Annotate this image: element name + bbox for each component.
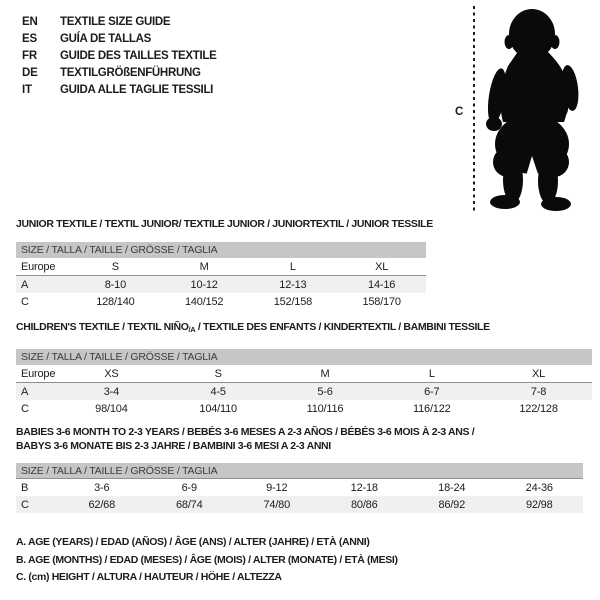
legend-line: B. AGE (MONTHS) / EDAD (MESES) / ÂGE (MOIS) / ALTER (MONATE) / ETÀ (MESI) xyxy=(16,553,398,566)
size-value: 5-6 xyxy=(317,385,333,398)
language-title: GUÍA DE TALLAS xyxy=(60,32,151,45)
language-code: EN xyxy=(22,15,38,28)
legend-line: C. (cm) HEIGHT / ALTURA / HAUTEUR / HÖHE / ALTEZZA xyxy=(16,571,282,583)
legend-line: A. AGE (YEARS) / EDAD (AÑOS) / ÂGE (ANS) / ALTER (JAHRE) / ETÀ (ANNI) xyxy=(16,536,370,548)
size-value: 3-4 xyxy=(103,385,120,398)
size-value: M xyxy=(199,260,209,273)
size-value: XL xyxy=(375,260,389,273)
size-value: 18-24 xyxy=(438,481,466,494)
size-value: XS xyxy=(104,367,119,380)
table-title-text: BABYS 3-6 MONATE BIS 2-3 JAHRE / BAMBINI 3-6 MESI A 2-3 ANNI xyxy=(16,440,331,452)
size-header-bar xyxy=(16,463,583,479)
size-table xyxy=(16,217,433,310)
size-value: 3-6 xyxy=(94,481,110,494)
row-label: B xyxy=(21,481,29,494)
size-value: 6-9 xyxy=(181,481,197,494)
size-value: 6-7 xyxy=(424,385,440,398)
language-row xyxy=(22,47,217,64)
language-title-list xyxy=(22,13,217,98)
table-title xyxy=(16,425,583,439)
table-row xyxy=(16,276,426,293)
height-measure-label: C xyxy=(455,106,464,118)
size-value: 80/86 xyxy=(350,498,378,511)
row-label: A xyxy=(21,385,29,398)
size-value: 12-18 xyxy=(350,481,378,494)
size-value: 152/158 xyxy=(273,295,313,308)
language-row xyxy=(22,30,217,47)
size-value: 74/80 xyxy=(263,498,291,511)
size-value: 92/98 xyxy=(525,498,553,511)
table-title xyxy=(16,439,583,453)
language-row xyxy=(22,64,217,81)
table-row xyxy=(16,400,592,417)
size-value: M xyxy=(320,367,330,380)
table-title-text: JUNIOR TEXTILE / TEXTIL JUNIOR/ TEXTILE JUNIOR / JUNIORTEXTIL / JUNIOR TESSILE xyxy=(16,218,433,230)
size-value: 128/140 xyxy=(96,295,135,308)
table-title-subscript: /A xyxy=(188,325,196,334)
language-code: DE xyxy=(22,66,38,79)
size-value: 14-16 xyxy=(368,278,396,291)
language-row xyxy=(22,81,217,98)
table-row xyxy=(16,365,592,383)
language-title: TEXTILGRÖßENFÜHRUNG xyxy=(60,66,201,79)
table-title xyxy=(16,320,592,337)
size-value: 104/110 xyxy=(199,402,237,415)
size-value: 68/74 xyxy=(175,498,203,511)
size-value: 10-12 xyxy=(190,278,218,291)
size-value: L xyxy=(428,367,435,380)
table-title xyxy=(16,217,433,231)
size-value: 7-8 xyxy=(530,385,547,398)
size-value: 62/68 xyxy=(88,498,116,511)
language-code: IT xyxy=(22,83,32,96)
size-table xyxy=(16,425,583,513)
size-table xyxy=(16,320,592,417)
row-label: C xyxy=(21,402,29,415)
table-title-text: / TEXTILE DES ENFANTS / KINDERTEXTIL / BAMBINI TESSILE xyxy=(195,321,490,333)
size-value: L xyxy=(289,260,296,273)
table-row xyxy=(16,479,583,496)
table-title-text: CHILDREN'S TEXTILE / TEXTIL NIÑO xyxy=(16,321,189,333)
size-value: 9-12 xyxy=(266,481,288,494)
language-row xyxy=(22,13,217,30)
size-value: XL xyxy=(532,367,546,380)
size-value: 158/170 xyxy=(362,295,401,308)
size-value: 140/152 xyxy=(184,295,224,308)
legend xyxy=(16,534,398,587)
row-label: C xyxy=(21,498,29,511)
size-value: 110/116 xyxy=(306,402,344,415)
table-title-text: BABIES 3-6 MONTH TO 2-3 YEARS / BEBÉS 3-6 MESES A 2-3 AÑOS / BÉBÉS 3-6 MOIS À 2-3 ANS / xyxy=(16,426,475,438)
size-value: 86/92 xyxy=(438,498,466,511)
size-header-bar xyxy=(16,349,592,365)
size-value: S xyxy=(214,367,222,380)
table-row xyxy=(16,258,426,276)
row-label: Europe xyxy=(21,260,56,273)
size-value: S xyxy=(111,260,119,273)
size-value: 12-13 xyxy=(279,278,307,291)
row-label: A xyxy=(21,278,29,291)
language-code: ES xyxy=(22,32,37,45)
size-value: 24-36 xyxy=(525,481,553,494)
size-value: 116/122 xyxy=(413,402,451,415)
size-value: 98/104 xyxy=(95,402,128,415)
table-row xyxy=(16,496,583,513)
language-title: GUIDE DES TAILLES TEXTILE xyxy=(60,49,217,62)
table-row xyxy=(16,383,592,400)
row-label: Europe xyxy=(21,367,56,380)
height-measure-dashed-line xyxy=(473,6,475,214)
size-value: 122/128 xyxy=(519,402,558,415)
size-value: 8-10 xyxy=(104,278,126,291)
language-title: TEXTILE SIZE GUIDE xyxy=(60,15,171,28)
size-header-label: SIZE / TALLA / TAILLE / GRÖSSE / TAGLIA xyxy=(21,244,218,256)
language-code: FR xyxy=(22,49,37,62)
row-label: C xyxy=(21,295,29,308)
size-header-label: SIZE / TALLA / TAILLE / GRÖSSE / TAGLIA xyxy=(21,464,218,477)
size-header-bar xyxy=(16,242,426,258)
size-header-label: SIZE / TALLA / TAILLE / GRÖSSE / TAGLIA xyxy=(21,351,218,363)
table-row xyxy=(16,293,426,310)
baby-silhouette xyxy=(486,6,600,214)
size-value: 4-5 xyxy=(210,385,226,398)
language-title: GUIDA ALLE TAGLIE TESSILI xyxy=(60,83,214,96)
